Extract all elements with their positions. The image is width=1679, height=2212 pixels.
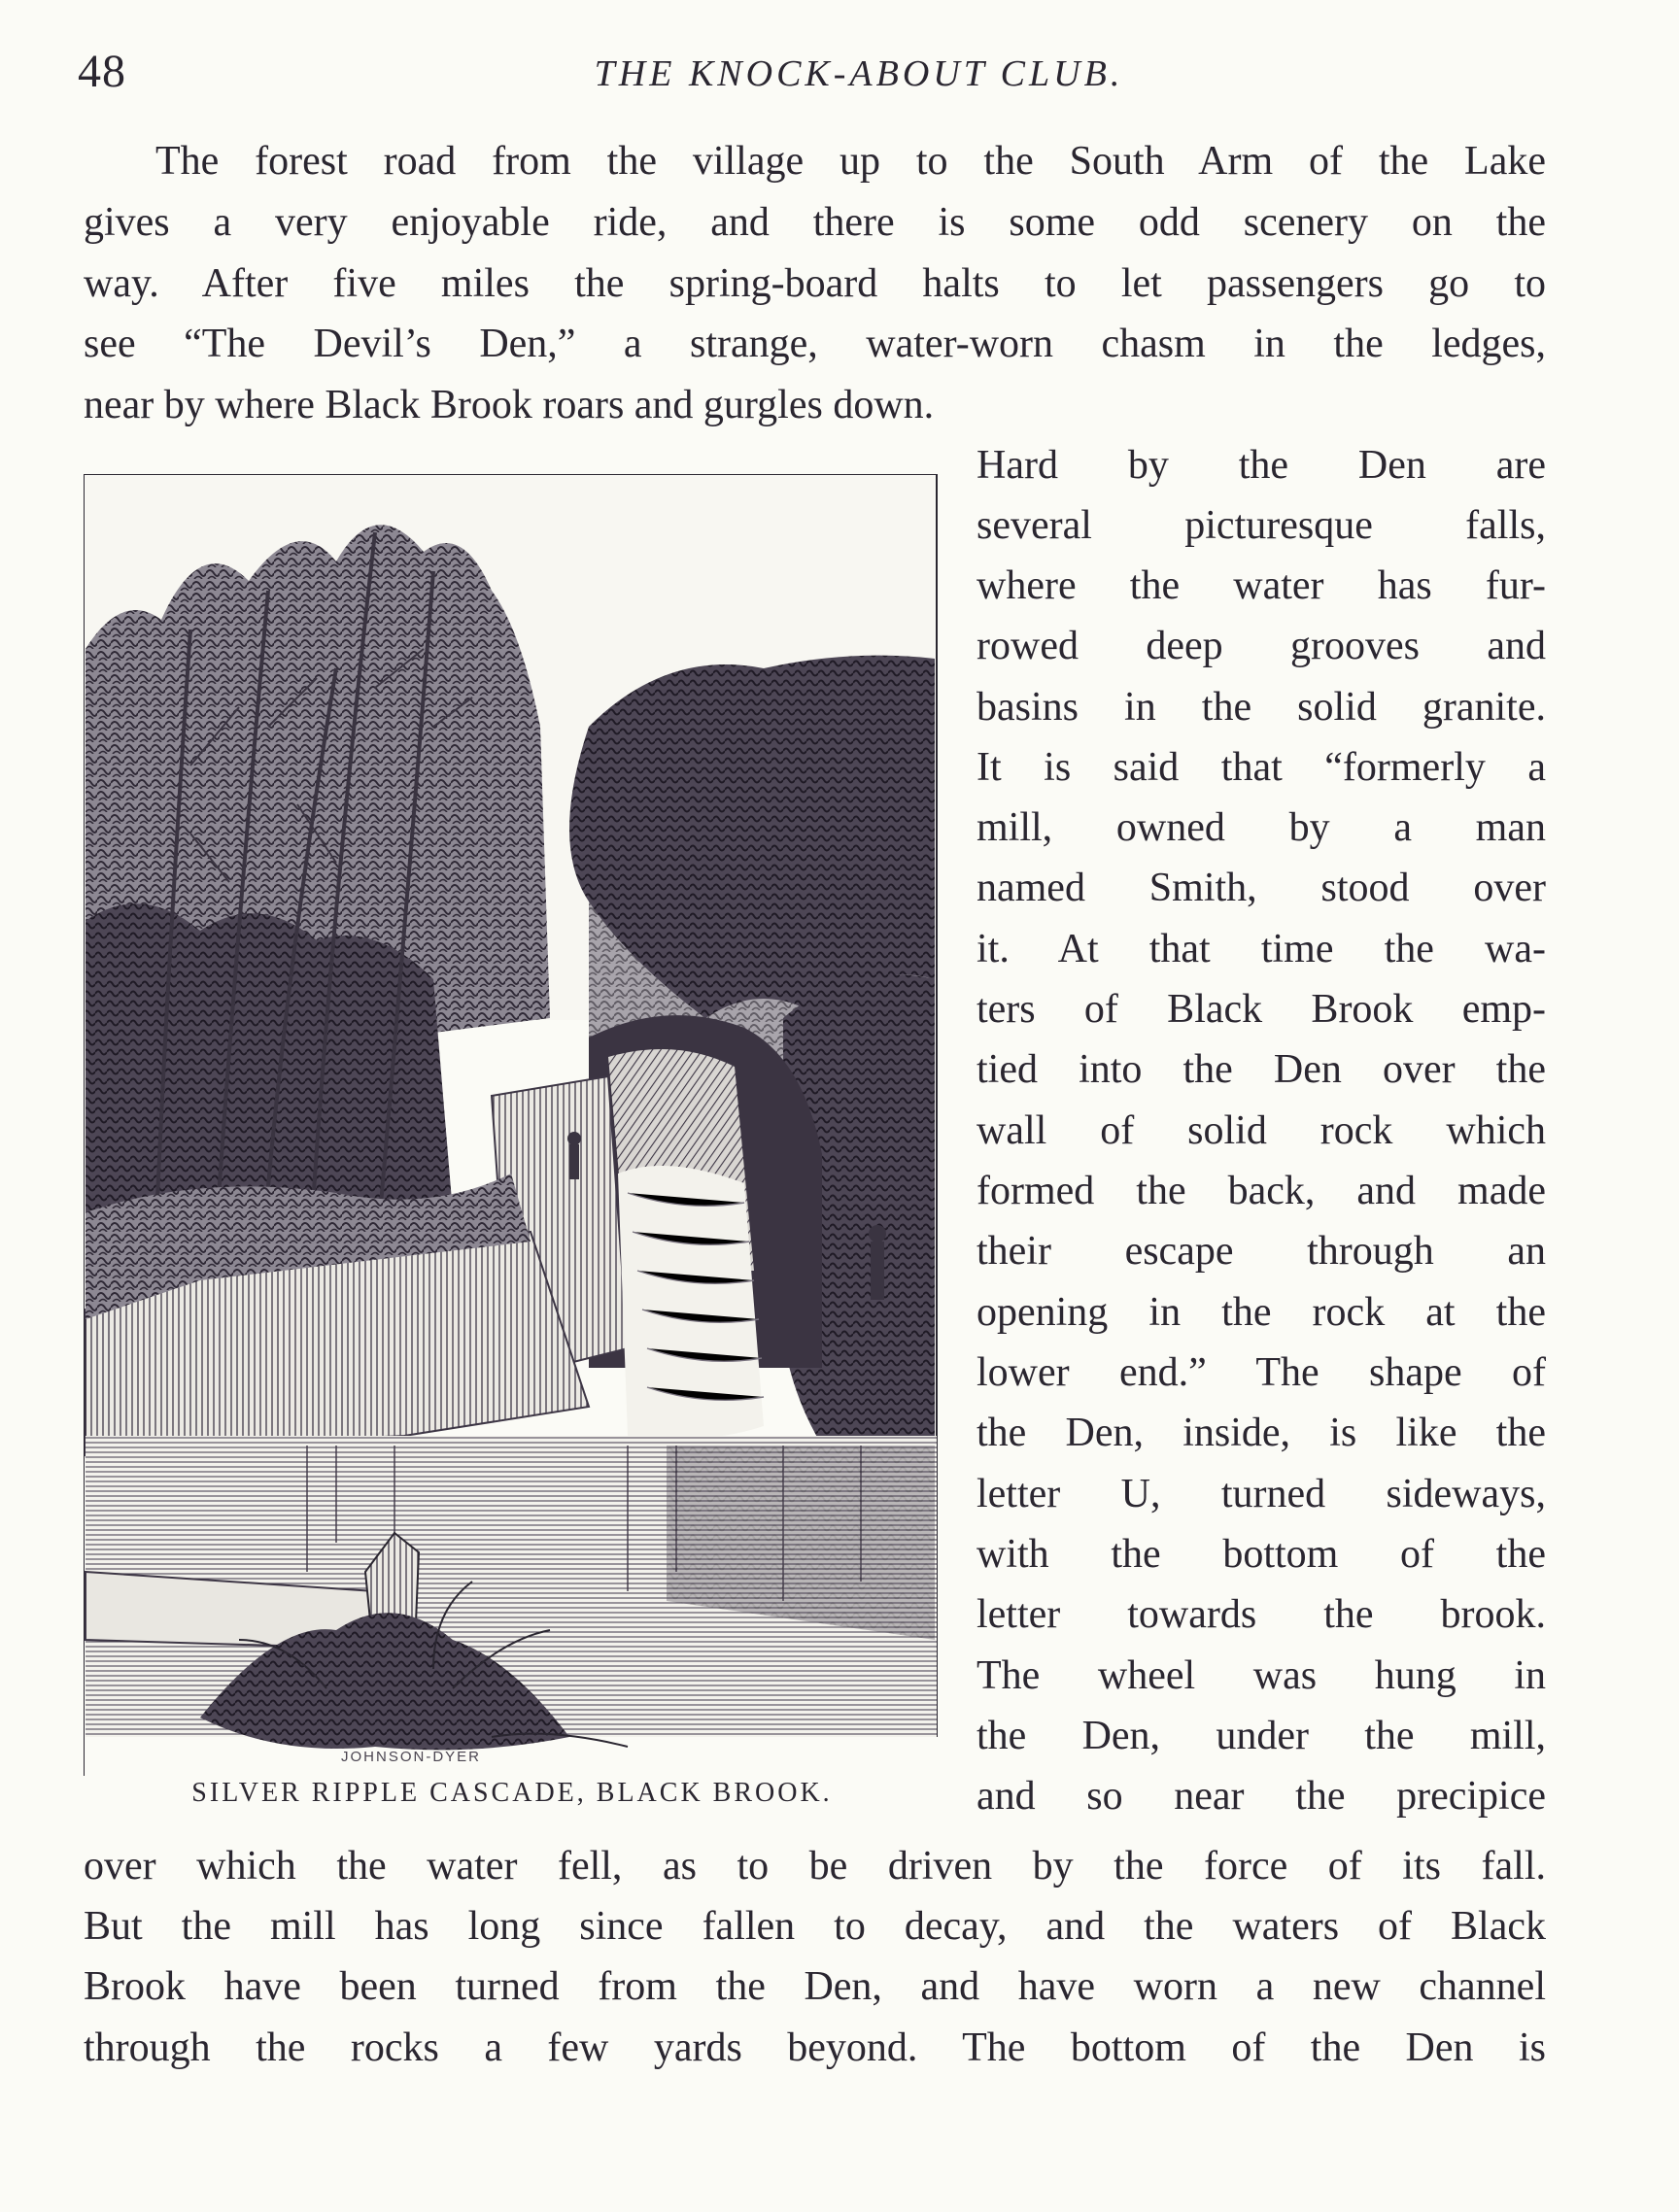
text-line: with the bottom of the bbox=[977, 1532, 1546, 1577]
text-line: and so near the precipice bbox=[977, 1774, 1546, 1819]
text-line: mill, owned by a man bbox=[977, 805, 1546, 850]
text-line: But the mill has long since fallen to decay, and the waters of Black bbox=[84, 1904, 1546, 1949]
waterfall-engraving bbox=[84, 474, 941, 1776]
text-line: tied into the Den over the bbox=[977, 1047, 1546, 1092]
text-line: their escape through an bbox=[977, 1229, 1546, 1274]
running-title: THE KNOCK-ABOUT CLUB. bbox=[594, 53, 1124, 94]
text-line: it. At that time the wa- bbox=[977, 927, 1546, 971]
text-line: basins in the solid granite. bbox=[977, 685, 1546, 730]
text-line: ters of Black Brook emp- bbox=[977, 987, 1546, 1032]
text-line: Hard by the Den are bbox=[977, 443, 1546, 488]
text-line: way. After five miles the spring-board halts to let passengers go to bbox=[84, 261, 1546, 306]
text-line: over which the water fell, as to be driven by the force of its fall. bbox=[84, 1844, 1546, 1889]
text-line: lower end.” The shape of bbox=[977, 1350, 1546, 1395]
text-line: the Den, under the mill, bbox=[977, 1714, 1546, 1758]
text-line: several picturesque falls, bbox=[977, 503, 1546, 548]
text-line: The wheel was hung in bbox=[977, 1653, 1546, 1698]
text-line: the Den, inside, is like the bbox=[977, 1411, 1546, 1455]
text-line: rowed deep grooves and bbox=[977, 624, 1546, 668]
text-line: wall of solid rock which bbox=[977, 1108, 1546, 1153]
text-line: see “The Devil’s Den,” a strange, water-worn chasm in the ledges, bbox=[84, 322, 1546, 366]
engraver-signature: JOHNSON-DYER bbox=[341, 1749, 482, 1765]
engraving-figure bbox=[84, 474, 941, 1776]
text-line: through the rocks a few yards beyond. The bottom of the Den is bbox=[84, 2025, 1546, 2070]
text-line: gives a very enjoyable ride, and there is some odd scenery on the bbox=[84, 200, 1546, 245]
page-header bbox=[0, 41, 1679, 99]
page-number: 48 bbox=[78, 46, 126, 97]
text-line: The forest road from the village up to the South Arm of the Lake bbox=[155, 139, 1546, 184]
text-line: It is said that “formerly a bbox=[977, 745, 1546, 790]
text-line: near by where Black Brook roars and gurgles down. bbox=[84, 383, 935, 427]
text-line: named Smith, stood over bbox=[977, 866, 1546, 910]
text-line: formed the back, and made bbox=[977, 1169, 1546, 1213]
text-line: Brook have been turned from the Den, and have worn a new channel bbox=[84, 1964, 1546, 2009]
figure-caption: SILVER RIPPLE CASCADE, BLACK BROOK. bbox=[191, 1778, 833, 1808]
text-line: opening in the rock at the bbox=[977, 1290, 1546, 1335]
text-line: letter U, turned sideways, bbox=[977, 1472, 1546, 1516]
text-line: letter towards the brook. bbox=[977, 1592, 1546, 1637]
text-line: where the water has fur- bbox=[977, 563, 1546, 608]
